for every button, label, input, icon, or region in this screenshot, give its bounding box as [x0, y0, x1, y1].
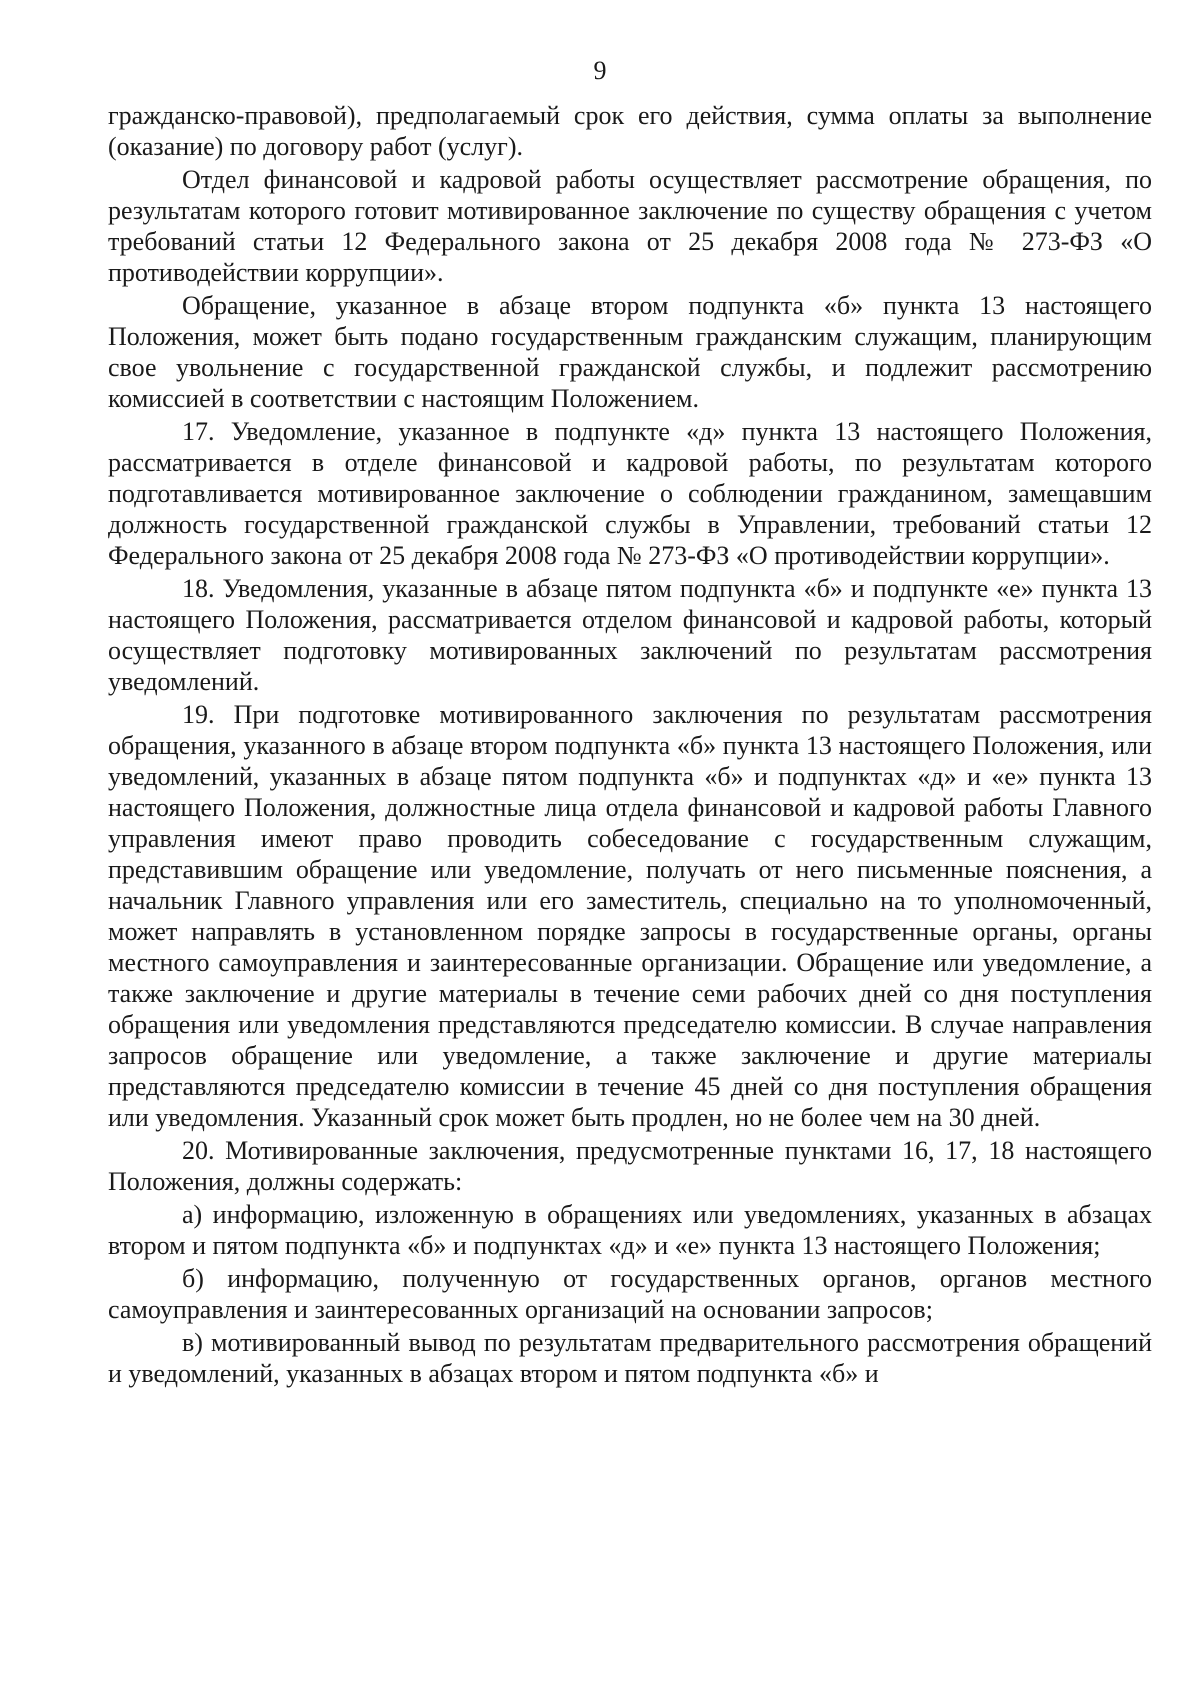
paragraph-item-18: 18. Уведомления, указанные в абзаце пятом подпункта «б» и подпункте «е» пункта 13 настоящего Положения, рассматривается отделом финансовой и кадровой работы, который осуществляет подготовку мотивированных заключений по результатам рассмотрения уведомлений.: [108, 574, 1152, 696]
subitem-a: а) информацию, изложенную в обращениях или уведомлениях, указанных в абзацах втором и пятом подпункта «б» и подпунктах «д» и «е» пункта 13 настоящего Положения;: [108, 1200, 1152, 1260]
subitem-b: б) информацию, полученную от государственных органов, органов местного самоуправления и заинтересованных организаций на основании запросов;: [108, 1264, 1152, 1324]
paragraph: Отдел финансовой и кадровой работы осуществляет рассмотрение обращения, по результатам которого готовит мотивированное заключение по существу обращения с учетом требований статьи 12 Федерального закона от 25 декабря 2008 года № 273-ФЗ «О противодействии коррупции».: [108, 165, 1152, 287]
paragraph-item-20: 20. Мотивированные заключения, предусмотренные пунктами 16, 17, 18 настоящего Положения, должны содержать:: [108, 1136, 1152, 1196]
paragraph: Обращение, указанное в абзаце втором подпункта «б» пункта 13 настоящего Положения, может быть подано государственным гражданским служащим, планирующим свое увольнение с государственной гражданской службы, и подлежит рассмотрению комиссией в соответствии с настоящим Положением.: [108, 291, 1152, 413]
page-number: 9: [593, 56, 607, 85]
paragraph: гражданско-правовой), предполагаемый срок его действия, сумма оплаты за выполнение (оказание) по договору работ (услуг).: [108, 101, 1152, 161]
subitem-v: в) мотивированный вывод по результатам предварительного рассмотрения обращений и уведомлений, указанных в абзацах втором и пятом подпункта «б» и: [108, 1328, 1152, 1388]
paragraph-item-17: 17. Уведомление, указанное в подпункте «д» пункта 13 настоящего Положения, рассматривается в отделе финансовой и кадровой работы, по результатам которого подготавливается мотивированное заключение о соблюдении гражданином, замещавшим должность государственной гражданской службы в Управлении, требований статьи 12 Федерального закона от 25 декабря 2008 года № 273-ФЗ «О противодействии коррупции».: [108, 417, 1152, 570]
paragraph-item-19: 19. При подготовке мотивированного заключения по результатам рассмотрения обращения, указанного в абзаце втором подпункта «б» пункта 13 настоящего Положения, или уведомлений, указанных в абзаце пятом подпункта «б» и подпунктах «д» и «е» пункта 13 настоящего Положения, должностные лица отдела финансовой и кадровой работы Главного управления имеют право проводить собеседование с государственным служащим, представившим обращение или уведомление, получать от него письменные пояснения, а начальник Главного управления или его заместитель, специально на то уполномоченный, может направлять в установленном порядке запросы в государственные органы, органы местного самоуправления и заинтересованные организации. Обращение или уведомление, а также заключение и другие материалы в течение семи рабочих дней со дня поступления обращения или уведомления представляются председателю комиссии. В случае направления запросов обращение или уведомление, а также заключение и другие материалы представляются председателю комиссии в течение 45 дней со дня поступления обращения или уведомления. Указанный срок может быть продлен, но не более чем на 30 дней.: [108, 700, 1152, 1132]
document-body: [108, 100, 1152, 1391]
